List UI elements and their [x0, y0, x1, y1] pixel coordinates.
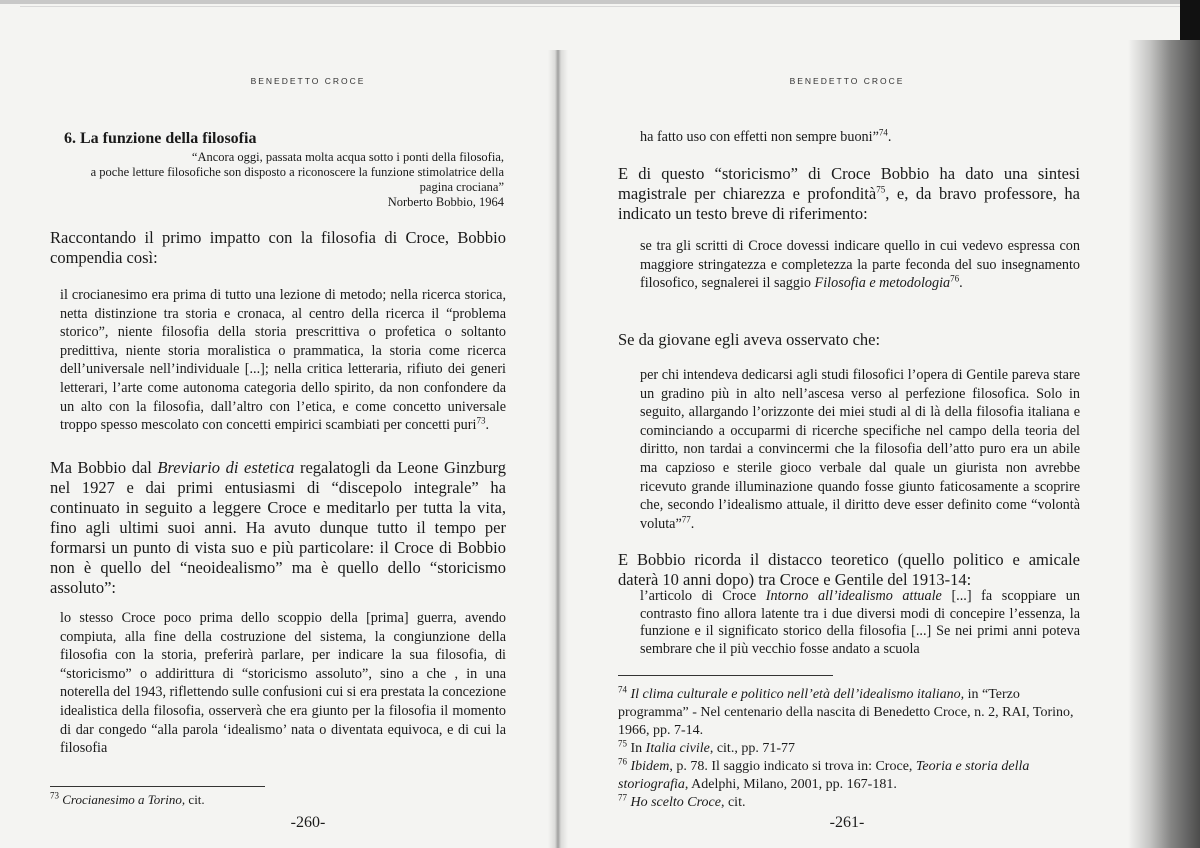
epigraph-line: a poche letture filosofiche son disposto a riconoscere la funzione stimolatrice della [90, 165, 504, 179]
epigraph-author: Norberto Bobbio, 1964 [387, 195, 504, 209]
footnote [618, 686, 1080, 740]
page-number: -261- [829, 814, 865, 831]
quote-text: ha fatto uso con effetti non sempre buoni” [640, 129, 879, 145]
quote-end: . [485, 417, 489, 434]
footnote-text: , cit. [720, 795, 746, 810]
footnote [618, 758, 1080, 794]
paragraph: Se da giovane egli aveva osservato che: [618, 330, 881, 349]
footnote-text: , Adelphi, Milano, 2001, pp. 167-181. [684, 777, 897, 792]
scan-corner [1180, 0, 1200, 40]
block-quote [640, 237, 1080, 293]
block-quote [640, 366, 1080, 533]
footnote-text: , p. 78. Il saggio indicato si trova in: Croce, [669, 759, 916, 774]
footnote-title: Crocianesimo a Torino, [62, 792, 186, 807]
epigraph-line: “Ancora oggi, passata molta acqua sotto i ponti della filosofia, [191, 150, 504, 164]
right-page [614, 0, 1080, 848]
paragraph-text: Ma Bobbio dal [50, 458, 158, 477]
left-page [50, 0, 506, 848]
paragraph [50, 458, 506, 598]
paragraph: Raccontando il primo impatto con la filosofia di Croce, Bobbio compendia così: [50, 228, 506, 267]
footnote [618, 794, 1080, 812]
running-head: BENEDETTO CROCE [250, 76, 366, 86]
footnote [50, 792, 506, 809]
quote-end: . [690, 515, 695, 532]
paragraph: E Bobbio ricorda il distacco teoretico (quello politico e amicale daterà 10 anni dopo) tra Croce e Gentile del 1913-14: [618, 550, 1080, 589]
footnote-title: Italia civile [645, 741, 710, 756]
block-quote [640, 588, 1080, 658]
block-quote: lo stesso Croce poco prima dello scoppio della [prima] guerra, avendo compiuta, alla fine della costruzione del sistema, la congiunzione della filosofia con la storia, preferirà parlare, per indicare la sua filosofia, di “storicismo” o addirittura di “storicismo assoluto”, sino a che , in una noterella del 1943, riflettendo sulle confusioni cui si era prestata la concezione idealistica della filosofia, osserverà che era giunto per la filosofia il momento di dar congedo “alla parola ‘idealismo’ nata o diventata equivoca, e di cui la filosofia [60, 610, 506, 757]
footnote-ref: 77 [681, 514, 691, 525]
quote-text: per chi intendeva dedicarsi agli studi filosofici l’opera di Gentile pareva stare un gradino più in alto nell’ascesa verso al perfezione filosofica. Solo in seguito, allargando l’orizzonte dei miei studi al di là della filosofia italiana e cominciando a occuparmi di ricerche specifiche nel campo della teoria del diritto, non tardai a convincermi che la filosofia dell’atto puro era un abile ma capzioso e sterile gioco verbale dal quale un giurista non avrebbe ricevuto grande illuminazione quando fosse giunto faticosamente a scoprire che, secondo l’idealismo attuale, il diritto deve esser definito come “volontà voluta” [640, 367, 1080, 532]
paragraph-text: E di questo “storicismo” di Croce Bobbio ha dato una sintesi magistrale per chiarezza e profondità [618, 164, 1080, 203]
footnote-title: Ho scelto Croce [630, 795, 721, 810]
page-number: -260- [290, 814, 326, 831]
footnote-ref: 75 [876, 184, 886, 195]
epigraph [60, 150, 504, 210]
page-edge-shadow [1128, 40, 1200, 848]
footnote-number: 75 [618, 738, 627, 749]
footnote-rule [618, 675, 833, 676]
footnote-number: 73 [50, 790, 59, 801]
paragraph-text: , e, da bravo professore, ha indicato un testo breve di riferimento: [618, 184, 1081, 223]
footnote [618, 740, 1080, 758]
book-gutter-shadow [548, 50, 568, 848]
footnote-text: in “Terzo programma” - Nel centenario della nascita di Benedetto Croce, n. 2, RAI, Torino, 1966, pp. 7-14. [618, 687, 1074, 738]
quote-text: [...] fa scoppiare un contrasto fino allora latente tra i due diversi modi di concepire l’essenza, la funzione e il significato storico della filosofia [...] Se nei primi anni poteva sembrare che il più vecchio fosse andato a scuola [640, 588, 1080, 657]
footnote-text: , cit., pp. 71-77 [709, 741, 795, 756]
quote-end: . [959, 275, 963, 292]
essay-title: Filosofia e metodologia [814, 275, 951, 292]
quote-text: se tra gli scritti di Croce dovessi indicare quello in cui vedevo espressa con maggiore stringatezza e completezza la parte feconda del suo insegnamento filosofico, segnalerei il saggio [640, 238, 1080, 292]
running-head: BENEDETTO CROCE [789, 76, 905, 86]
footnote-number: 77 [618, 792, 627, 803]
footnote-title: Il clima culturale e politico nell’età dell’idealismo italiano, [630, 687, 965, 702]
footnote-number: 76 [618, 756, 627, 767]
footnote-text: cit. [185, 792, 205, 807]
footnote-ref: 73 [476, 415, 486, 426]
footnote-ref: 74 [878, 127, 888, 138]
section-title: 6. La funzione della filosofia [64, 130, 257, 147]
quote-text: l’articolo di Croce [640, 588, 766, 604]
article-title: Intorno all’idealismo attuale [765, 588, 942, 604]
footnote-title: Ibidem [630, 759, 670, 774]
block-quote [60, 286, 506, 435]
epigraph-line: pagina crociana” [419, 180, 504, 194]
quote-text: il crocianesimo era prima di tutto una lezione di metodo; nella ricerca storica, netta distinzione tra storia e cronaca, al centro della ricerca il “problema storico”, niente filosofia della storia prescrittiva o profetica o soltanto predittiva, niente storia moralistica o prammatica, la storia come ricerca dell’universale nell’individuale [...]; nella critica letteraria, rifiuto dei generi letterari, l’arte come autonoma categoria dello spirito, da non confondere da un alto con la filosofia, dall’altro con l’etica, e come concetto universale troppo spesso mescolato con concetti empirici scambiati per concetti puri [60, 287, 506, 434]
book-title: Breviario di estetica [157, 458, 295, 477]
footnote-number: 74 [618, 684, 627, 695]
block-quote-continued [640, 128, 1080, 147]
footnote-rule [50, 786, 265, 787]
footnote-text: In [630, 741, 646, 756]
footnote-ref: 76 [950, 273, 960, 284]
paragraph [618, 164, 1080, 224]
paragraph-text: regalatogli da Leone Ginzburg nel 1927 e dai primi entusiasmi di “discepolo integrale” ha continuato in seguito a leggere Croce e meditarlo per tutta la vita, fino agli ultimi suoi anni. Ha avuto dunque tutto il tempo per formarsi un punto di vista suo e più particolare: il Croce di Bobbio non è quello del “neoidealismo” ma è quello dello “storicismo assoluto”: [50, 458, 506, 597]
footnote-title: Teoria e storia della storiografia [618, 759, 1030, 792]
quote-end: . [887, 129, 892, 145]
